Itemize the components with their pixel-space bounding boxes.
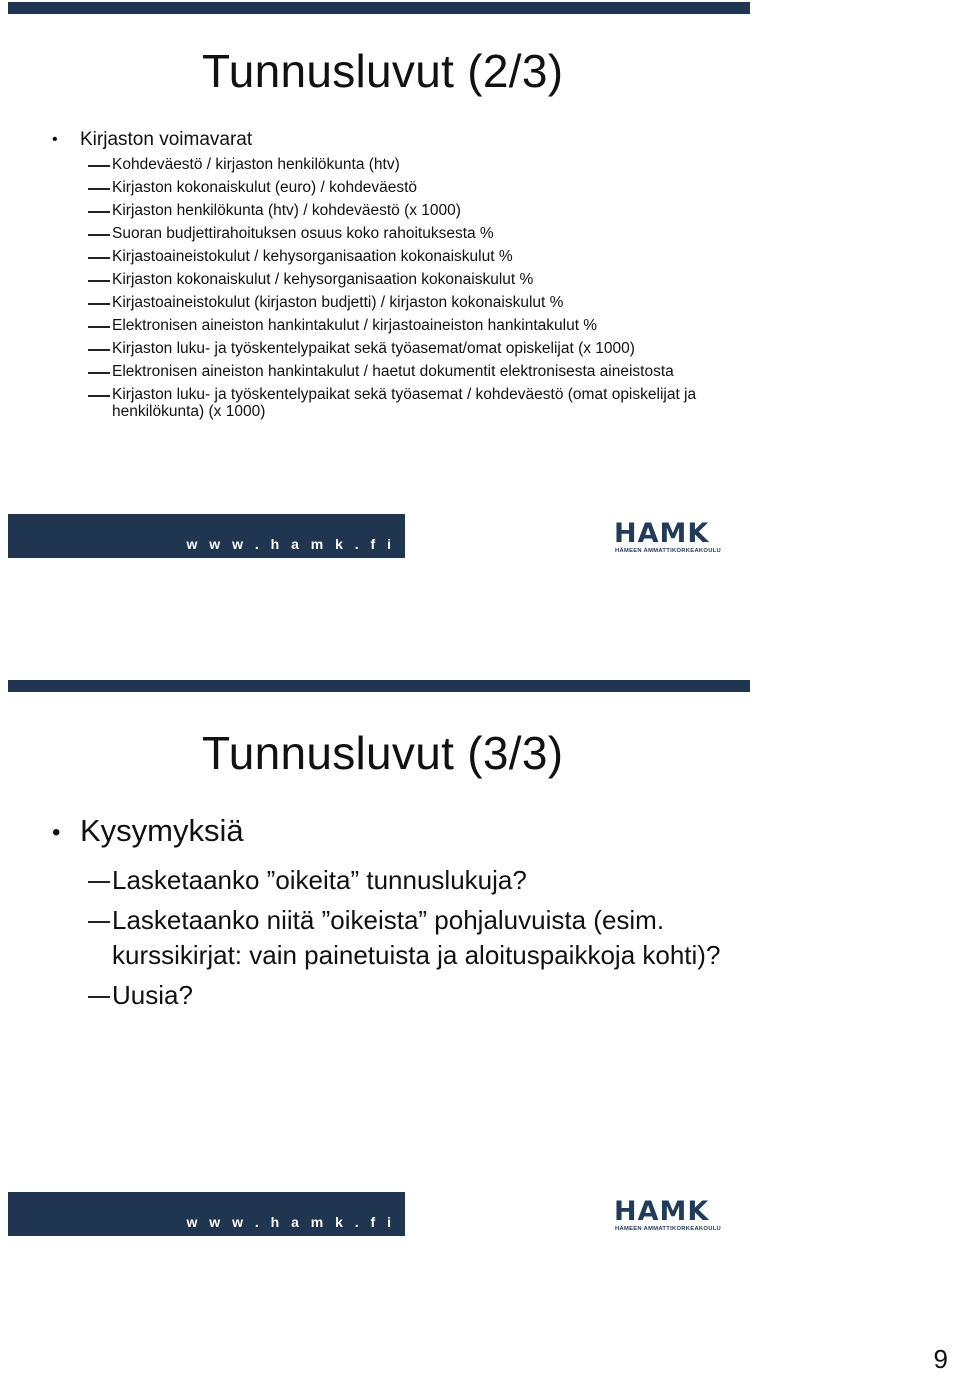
heading-text: Kysymyksiä [80, 813, 244, 848]
list-item [52, 317, 752, 334]
slide-title: Tunnusluvut (2/3) [202, 45, 564, 97]
list-item-text: Uusia? [112, 980, 193, 1010]
dash-icon [88, 165, 110, 167]
slide-footer [8, 514, 750, 558]
slide-content [52, 128, 752, 426]
bullet-dot-icon: • [52, 819, 61, 846]
list-item [52, 386, 752, 420]
list-item-text: Elektronisen aineiston hankintakulut / haetut dokumentit elektronisesta aineistosta [112, 363, 674, 380]
page-number: 9 [933, 1344, 948, 1374]
list-item [52, 903, 752, 973]
dash-icon [88, 188, 110, 190]
list-item [52, 271, 752, 288]
bullet-dot-icon: • [52, 131, 58, 148]
list-item-text: Lasketaanko niitä ”oikeista” pohjaluvuista (esim. kurssikirjat: vain painetuista ja aloituspaikkoja kohti)? [112, 905, 721, 970]
dash-icon [88, 881, 110, 883]
list-item [52, 202, 752, 219]
bullet-heading [52, 128, 752, 152]
slide-top-bar [8, 680, 750, 692]
list-item-text: Suoran budjettirahoituksen osuus koko rahoituksesta % [112, 225, 494, 242]
dash-icon [88, 280, 110, 282]
list-item [52, 225, 752, 242]
list-item-text: Kohdeväestö / kirjaston henkilökunta (htv) [112, 156, 400, 173]
bullet-heading [52, 813, 752, 849]
hamk-logo [614, 1198, 744, 1234]
list-item-text: Kirjaston luku- ja työskentelypaikat sekä työasemat/omat opiskelijat (x 1000) [112, 340, 635, 357]
list-item-text: Lasketaanko ”oikeita” tunnuslukuja? [112, 865, 527, 895]
list-item [52, 340, 752, 357]
list-item [52, 363, 752, 380]
slide-footer [8, 1192, 750, 1236]
list-item [52, 863, 752, 898]
heading-text: Kirjaston voimavarat [80, 129, 253, 150]
list-item-text: Kirjastoaineistokulut (kirjaston budjetti) / kirjaston kokonaiskulut % [112, 294, 564, 311]
dash-icon [88, 326, 110, 328]
slide-title: Tunnusluvut (3/3) [202, 727, 564, 779]
list-item-text: Kirjastoaineistokulut / kehysorganisaation kokonaiskulut % [112, 248, 513, 265]
logo-subtext: HÄMEEN AMMATTIKORKEAKOULU [615, 1226, 722, 1232]
logo-text: HAMK [614, 1196, 710, 1227]
list-item [52, 179, 752, 196]
footer-bar [8, 1192, 405, 1236]
footer-url[interactable]: w w w . h a m k . f i [186, 1214, 395, 1230]
dash-icon [88, 372, 110, 374]
hamk-logo [614, 520, 744, 556]
footer-url[interactable]: w w w . h a m k . f i [186, 536, 395, 552]
dash-icon [88, 234, 110, 236]
dash-icon [88, 211, 110, 213]
logo-subtext: HÄMEEN AMMATTIKORKEAKOULU [615, 548, 722, 554]
list-item [52, 248, 752, 265]
list-item-text: Kirjaston kokonaiskulut (euro) / kohdeväestö [112, 179, 417, 196]
footer-bar [8, 514, 405, 558]
dash-icon [88, 349, 110, 351]
list-item [52, 156, 752, 173]
list-item [52, 978, 752, 1013]
list-item-text: Kirjaston henkilökunta (htv) / kohdeväestö (x 1000) [112, 202, 461, 219]
dash-icon [88, 395, 110, 397]
list-item-text: Kirjaston kokonaiskulut / kehysorganisaation kokonaiskulut % [112, 271, 534, 288]
slide-top-bar [8, 2, 750, 14]
list-item-text: Elektronisen aineiston hankintakulut / kirjastoaineiston hankintakulut % [112, 317, 598, 334]
list-item-text: Kirjaston luku- ja työskentelypaikat sekä työasemat / kohdeväestö (omat opiskelijat ja henkilökunta) (x 1000) [112, 386, 697, 420]
slide-2 [0, 678, 760, 1248]
list-item [52, 294, 752, 311]
dash-icon [88, 303, 110, 305]
slide-content [52, 813, 752, 1018]
logo-text: HAMK [614, 518, 710, 549]
slide-1 [0, 0, 760, 570]
dash-icon [88, 996, 110, 998]
dash-icon [88, 257, 110, 259]
dash-icon [88, 921, 110, 923]
